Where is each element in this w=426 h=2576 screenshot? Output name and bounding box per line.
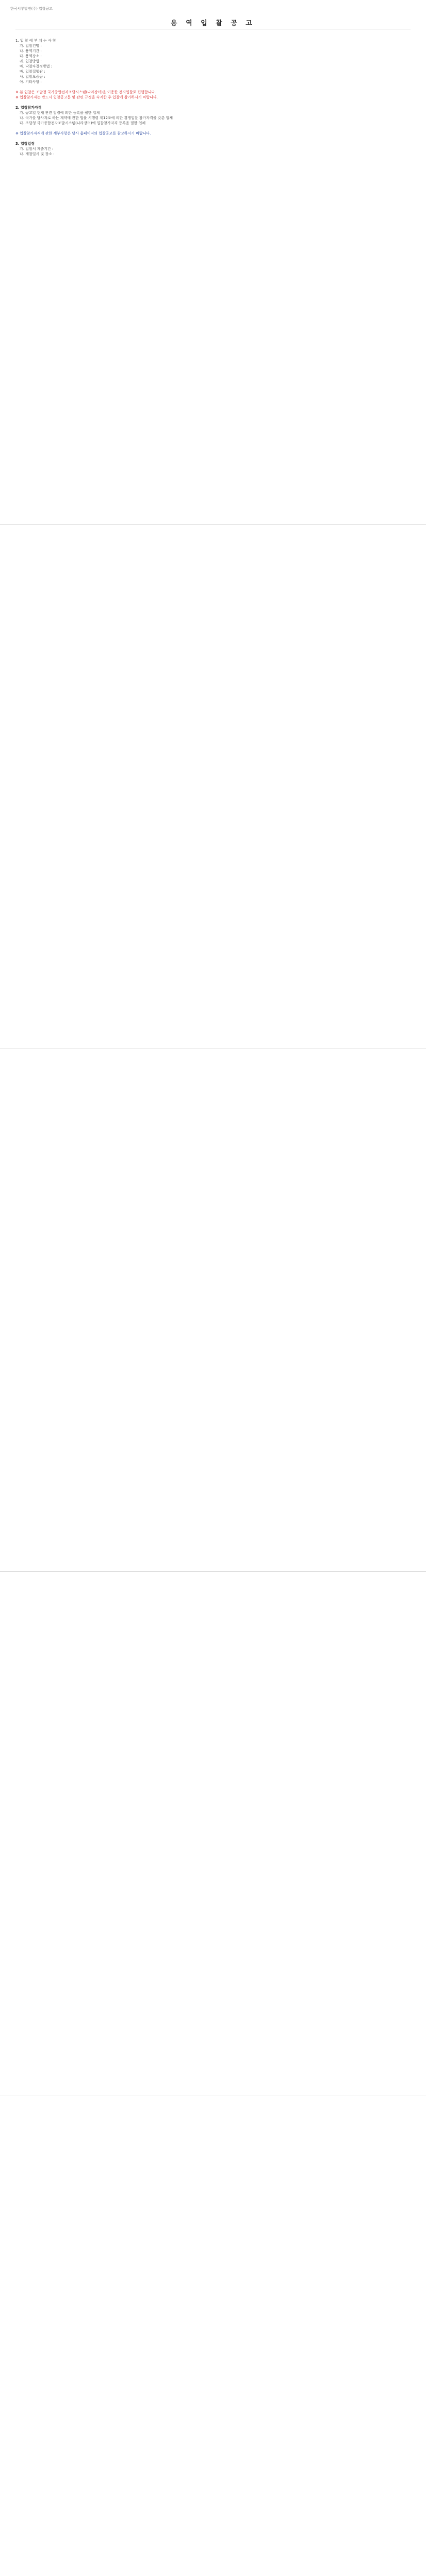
page-header: 한국서부발전(주) 입찰공고	[10, 7, 53, 11]
text-line: 나. 국가를 당사자로 하는 계약에 관한 법률 시행령 제12조에 의한 경쟁입찰 참가자격을 갖춘 업체	[20, 116, 173, 120]
text-line: 사. 입찰보증금 :	[20, 75, 45, 79]
text-line: 바. 입찰집행관 :	[20, 70, 45, 74]
text-line: ※ 입찰참가자격에 관한 세부사항은 당사 홈페이지의 입찰공고를 참고하시기 바랍니다.	[15, 131, 151, 135]
text-line: 가. 입찰서 제출기간 :	[20, 147, 54, 151]
text-line: ※ 본 입찰은 조달청 국가종합전자조달시스템(나라장터)을 이용한 전자입찰로 집행합니다.	[15, 90, 156, 94]
text-line: 2. 입찰참가자격	[15, 106, 42, 110]
document-title: 용 역 입 찰 공 고	[171, 20, 255, 27]
text-line: 나. 개찰일시 및 장소 :	[20, 152, 55, 156]
text-line: 다. 용역장소 :	[20, 54, 42, 58]
text-line	[15, 136, 407, 141]
page-separator	[0, 1571, 426, 1572]
text-line	[15, 100, 407, 105]
page-separator	[0, 524, 426, 525]
text-line: 가. 입찰건명 :	[20, 44, 42, 48]
text-line	[15, 126, 407, 131]
text-line	[15, 84, 407, 90]
text-line: 가. 공고일 현재 관련 법령에 의한 등록을 필한 업체	[20, 111, 100, 115]
text-line: 마. 낙찰자결정방법 :	[20, 64, 53, 69]
text-line: 나. 용역기간 :	[20, 49, 42, 53]
text-line: 1. 입 찰 에 부 치 는 사 항	[15, 39, 56, 43]
text-line: 다. 조달청 국가종합전자조달시스템(나라장터)에 입찰참가자격 등록을 필한 업체	[20, 121, 146, 125]
text-line: 라. 입찰방법 :	[20, 59, 42, 63]
text-line: ※ 입찰참가자는 반드시 입찰공고문 및 관련 규정을 숙지한 후 입찰에 참가하시기 바랍니다.	[15, 95, 158, 99]
document-section	[15, 38, 407, 157]
text-line: 3. 입찰일정	[15, 142, 35, 146]
text-line: 아. 기타사항 :	[20, 80, 42, 84]
